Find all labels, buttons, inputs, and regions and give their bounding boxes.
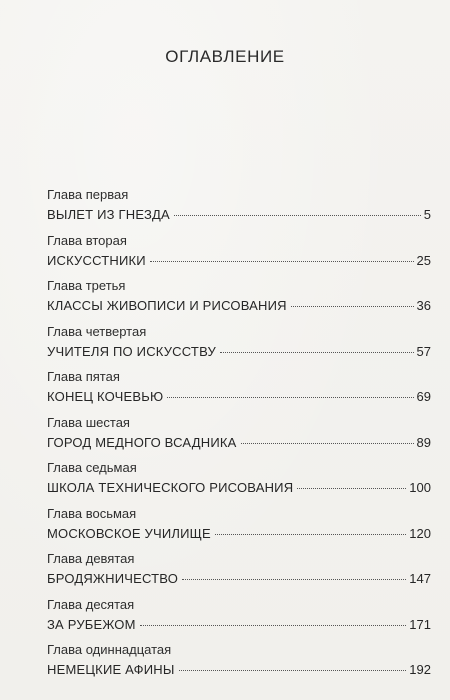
chapter-label: Глава восьмая <box>47 505 137 521</box>
page-number: 25 <box>416 252 431 268</box>
page-number: 192 <box>409 662 431 677</box>
dot-leader <box>182 579 406 580</box>
page-number: 120 <box>409 525 431 541</box>
dot-leader <box>167 397 413 398</box>
page-number: 100 <box>409 480 431 495</box>
toc-entry-2 <box>47 233 431 279</box>
chapter-label: Глава десятая <box>47 596 135 612</box>
toc-entry-6 <box>47 415 431 461</box>
chapter-title: ВЫЛЕТ ИЗ ГНЕЗДА <box>47 207 170 222</box>
chapter-label: Глава четвертая <box>47 323 147 339</box>
chapter-title: ГОРОД МЕДНОГО ВСАДНИКА <box>47 434 237 450</box>
toc-entry-11 <box>47 642 431 688</box>
chapter-label: Глава седьмая <box>47 460 137 475</box>
dot-leader <box>297 488 406 489</box>
chapter-label: Глава третья <box>47 278 126 293</box>
chapter-title: ЗА РУБЕЖОМ <box>47 616 136 632</box>
page-number: 57 <box>416 343 431 359</box>
dot-leader <box>241 443 414 444</box>
chapter-label: Глава вторая <box>47 232 127 248</box>
chapter-title: МОСКОВСКОЕ УЧИЛИЩЕ <box>47 525 211 541</box>
chapter-title: КОНЕЦ КОЧЕВЬЮ <box>47 389 164 404</box>
dot-leader <box>220 352 414 353</box>
page-number: 147 <box>409 571 431 586</box>
chapter-label: Глава шестая <box>47 414 130 430</box>
chapter-title: НЕМЕЦКИЕ АФИНЫ <box>47 662 175 677</box>
toc-entry-3 <box>47 278 431 324</box>
toc-line <box>47 617 431 633</box>
chapter-title: БРОДЯЖНИЧЕСТВО <box>47 571 179 586</box>
toc-line <box>47 526 431 542</box>
chapter-title: ШКОЛА ТЕХНИЧЕСКОГО РИСОВАНИЯ <box>47 480 294 495</box>
page-number: 69 <box>416 389 431 404</box>
toc-line <box>47 662 431 678</box>
toc-entry-7 <box>47 460 431 506</box>
dot-leader <box>174 215 421 216</box>
chapter-label: Глава одиннадцатая <box>47 642 172 657</box>
page-number: 5 <box>423 207 431 222</box>
toc-line <box>47 253 431 269</box>
dot-leader <box>140 625 407 626</box>
toc-entry-1 <box>47 187 431 233</box>
page-title: ОГЛАВЛЕНИЕ <box>165 47 285 66</box>
page-number: 171 <box>409 616 431 632</box>
dot-leader <box>291 306 414 307</box>
table-of-contents <box>47 187 431 688</box>
dot-leader <box>215 534 406 535</box>
chapter-label: Глава девятая <box>47 551 135 566</box>
toc-line <box>47 435 431 451</box>
toc-line <box>47 344 431 360</box>
chapter-title: КЛАССЫ ЖИВОПИСИ И РИСОВАНИЯ <box>47 298 287 313</box>
toc-line <box>47 571 431 587</box>
chapter-title: УЧИТЕЛЯ ПО ИСКУССТВУ <box>47 343 216 359</box>
toc-entry-4 <box>47 324 431 370</box>
dot-leader <box>150 261 414 262</box>
dot-leader <box>179 670 407 671</box>
page-number: 36 <box>416 298 431 313</box>
toc-line <box>47 298 431 314</box>
page-number: 89 <box>416 434 431 450</box>
toc-line <box>47 480 431 496</box>
chapter-label: Глава первая <box>47 187 129 202</box>
chapter-label: Глава пятая <box>47 369 120 384</box>
toc-line <box>47 207 431 223</box>
chapter-title: ИСКУССТНИКИ <box>47 252 146 268</box>
toc-entry-8 <box>47 506 431 552</box>
toc-line <box>47 389 431 405</box>
toc-entry-9 <box>47 551 431 597</box>
toc-entry-5 <box>47 369 431 415</box>
toc-entry-10 <box>47 597 431 643</box>
